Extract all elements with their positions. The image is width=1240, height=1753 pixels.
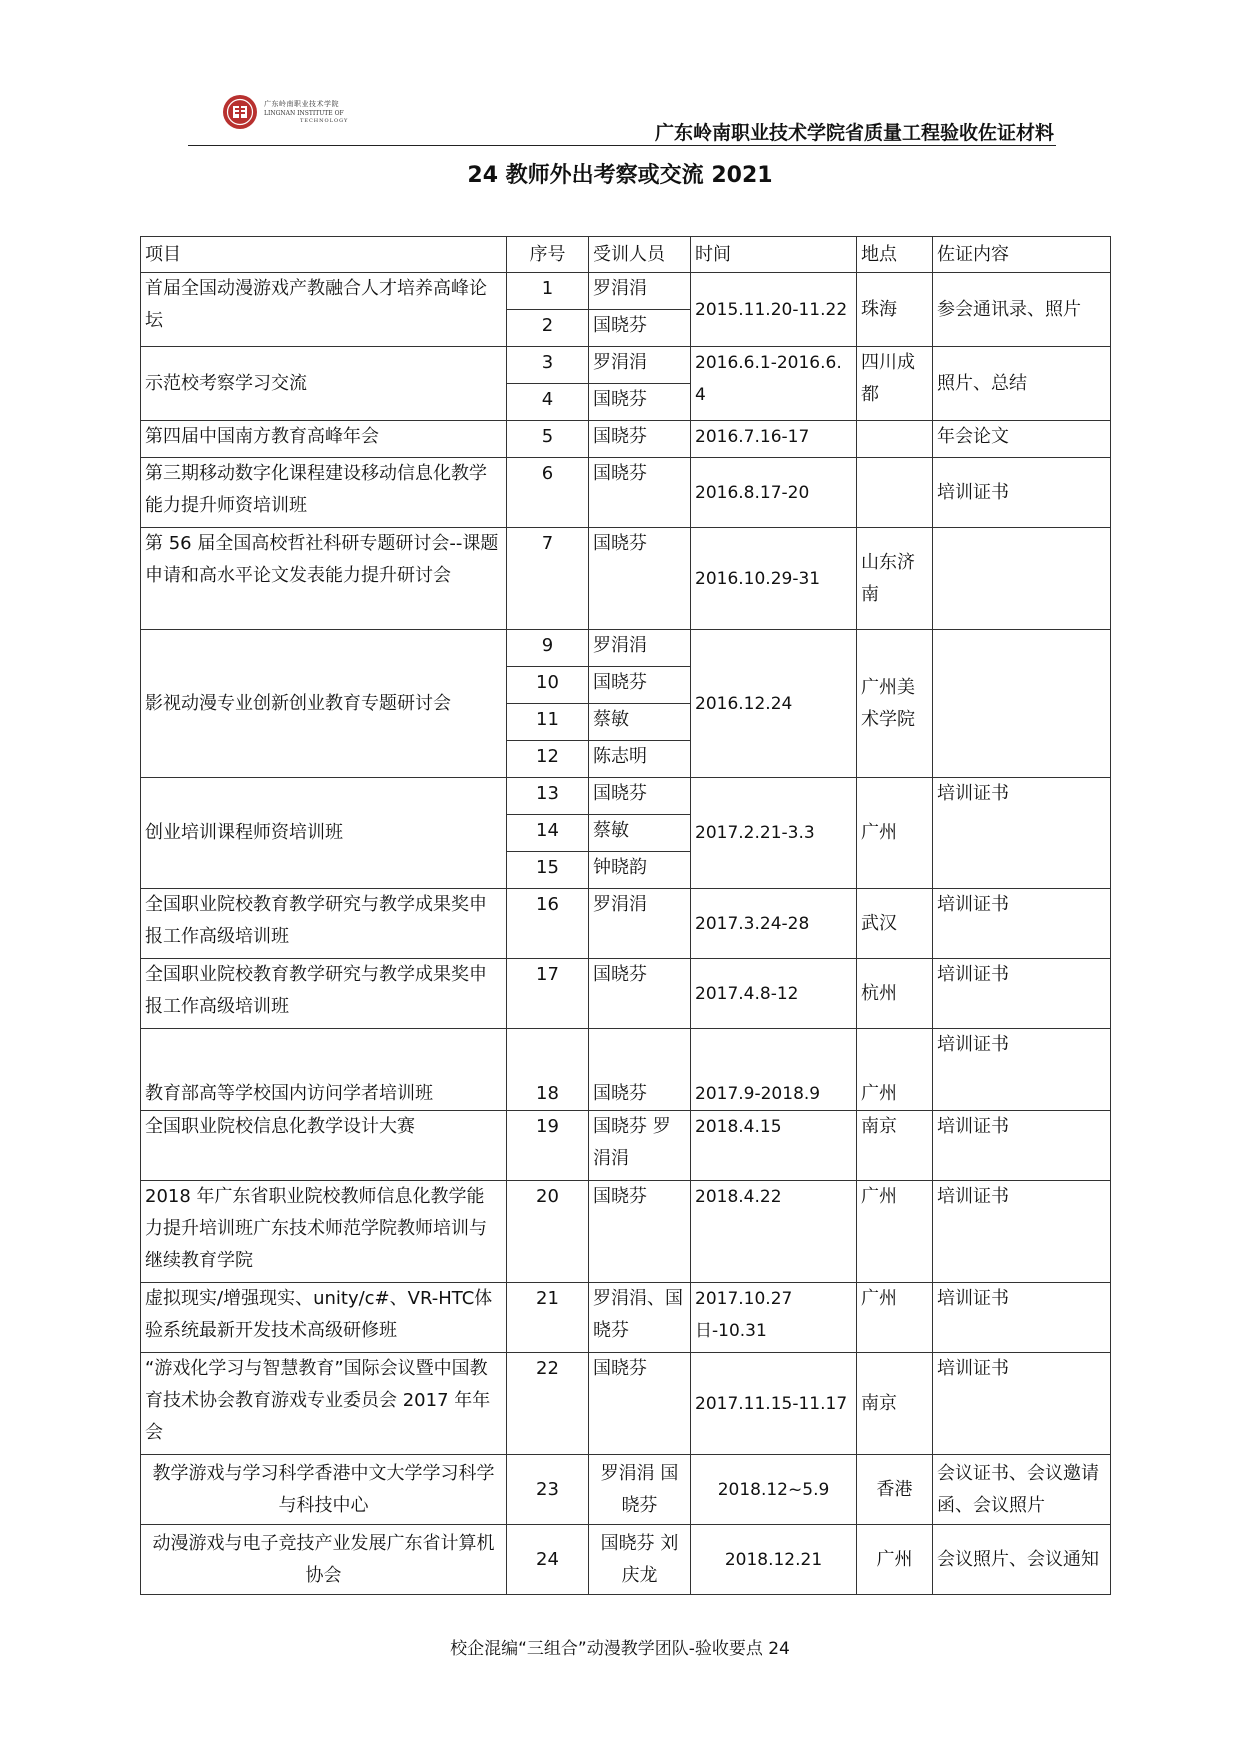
evidence-cell: 培训证书 <box>933 959 1111 1029</box>
evidence-cell: 年会论文 <box>933 421 1111 458</box>
place-cell: 广州美术学院 <box>857 630 933 778</box>
trainee-cell: 罗涓涓、国晓芬 <box>589 1283 691 1353</box>
trainee-cell: 国晓芬 <box>589 310 691 347</box>
logo-chinese-name: 广东岭南职业技术学院 <box>264 100 339 108</box>
no-cell: 13 <box>507 778 589 815</box>
time-cell: 2016.8.17-20 <box>691 458 857 528</box>
table-row <box>141 778 1111 815</box>
trainee-cell: 国晓芬 <box>589 667 691 704</box>
evidence-cell: 照片、总结 <box>933 347 1111 421</box>
time-cell: 2018.4.15 <box>691 1111 857 1181</box>
project-cell: 全国职业院校教育教学研究与教学成果奖申报工作高级培训班 <box>141 959 507 1029</box>
evidence-cell <box>933 528 1111 630</box>
project-cell: 示范校考察学习交流 <box>141 347 507 421</box>
time-cell: 2017.10.27 日-10.31 <box>691 1283 857 1353</box>
time-cell: 2017.9-2018.9 <box>691 1029 857 1111</box>
table-row <box>141 889 1111 959</box>
logo-english-name-line2: TECHNOLOGY <box>300 118 349 124</box>
time-cell: 2015.11.20-11.22 <box>691 273 857 347</box>
table-header-row <box>141 237 1111 273</box>
trainee-cell: 国晓芬 刘庆龙 <box>589 1525 691 1595</box>
no-cell: 23 <box>507 1455 589 1525</box>
time-cell: 2017.2.21-3.3 <box>691 778 857 889</box>
place-cell: 广州 <box>857 1283 933 1353</box>
project-cell: 虚拟现实/增强现实、unity/c#、VR-HTC体验系统最新开发技术高级研修班 <box>141 1283 507 1353</box>
place-cell: 四川成都 <box>857 347 933 421</box>
no-cell: 3 <box>507 347 589 384</box>
project-cell: 首届全国动漫游戏产教融合人才培养高峰论坛 <box>141 273 507 347</box>
no-cell: 14 <box>507 815 589 852</box>
evidence-cell: 会议照片、会议通知 <box>933 1525 1111 1595</box>
evidence-cell: 培训证书 <box>933 778 1111 889</box>
trainee-cell: 国晓芬 <box>589 528 691 630</box>
evidence-cell: 培训证书 <box>933 889 1111 959</box>
no-cell: 19 <box>507 1111 589 1181</box>
evidence-cell <box>933 630 1111 778</box>
no-cell: 21 <box>507 1283 589 1353</box>
place-cell: 广州 <box>857 778 933 889</box>
project-cell: 创业培训课程师资培训班 <box>141 778 507 889</box>
time-cell: 2018.4.22 <box>691 1181 857 1283</box>
time-cell: 2016.12.24 <box>691 630 857 778</box>
place-cell: 香港 <box>857 1455 933 1525</box>
no-cell: 5 <box>507 421 589 458</box>
place-cell: 山东济南 <box>857 528 933 630</box>
table-row <box>141 273 1111 310</box>
place-cell <box>857 421 933 458</box>
trainee-cell: 国晓芬 <box>589 778 691 815</box>
place-cell: 南京 <box>857 1353 933 1455</box>
table-row <box>141 1111 1111 1181</box>
time-cell: 2018.12.21 <box>691 1525 857 1595</box>
no-cell: 10 <box>507 667 589 704</box>
no-cell: 18 <box>507 1029 589 1111</box>
table-row <box>141 959 1111 1029</box>
no-cell: 2 <box>507 310 589 347</box>
table-row <box>141 347 1111 384</box>
trainee-cell: 国晓芬 <box>589 1181 691 1283</box>
time-cell: 2017.11.15-11.17 <box>691 1353 857 1455</box>
school-emblem-icon <box>222 94 258 130</box>
evidence-cell: 培训证书 <box>933 1283 1111 1353</box>
trainee-cell: 陈志明 <box>589 741 691 778</box>
table-row <box>141 1455 1111 1525</box>
header-time: 时间 <box>691 237 857 273</box>
trainee-cell: 蔡敏 <box>589 815 691 852</box>
project-cell: 全国职业院校教育教学研究与教学成果奖申报工作高级培训班 <box>141 889 507 959</box>
project-cell: 第三期移动数字化课程建设移动信息化教学能力提升师资培训班 <box>141 458 507 528</box>
time-cell: 2017.4.8-12 <box>691 959 857 1029</box>
header-title: 广东岭南职业技术学院省质量工程验收佐证材料 <box>654 122 1054 144</box>
header-evidence: 佐证内容 <box>933 237 1111 273</box>
place-cell <box>857 458 933 528</box>
project-cell: 教学游戏与学习科学香港中文大学学习科学与科技中心 <box>141 1455 507 1525</box>
project-cell: 教育部高等学校国内访问学者培训班 <box>141 1029 507 1111</box>
evidence-cell: 培训证书 <box>933 1111 1111 1181</box>
no-cell: 6 <box>507 458 589 528</box>
table-row <box>141 1525 1111 1595</box>
table-row <box>141 528 1111 630</box>
trainee-cell: 罗涓涓 <box>589 347 691 384</box>
table-row <box>141 1353 1111 1455</box>
place-cell: 广州 <box>857 1181 933 1283</box>
no-cell: 12 <box>507 741 589 778</box>
trainee-cell: 国晓芬 <box>589 421 691 458</box>
page-footer: 校企混编“三组合”动漫教学团队-验收要点 24 <box>450 1639 790 1659</box>
place-cell: 武汉 <box>857 889 933 959</box>
no-cell: 7 <box>507 528 589 630</box>
no-cell: 24 <box>507 1525 589 1595</box>
trainee-cell: 国晓芬 <box>589 384 691 421</box>
project-cell: 2018 年广东省职业院校教师信息化教学能力提升培训班广东技术师范学院教师培训与继续教育学院 <box>141 1181 507 1283</box>
table-row <box>141 1181 1111 1283</box>
header-trainee: 受训人员 <box>589 237 691 273</box>
time-cell: 2016.7.16-17 <box>691 421 857 458</box>
no-cell: 11 <box>507 704 589 741</box>
evidence-cell: 培训证书 <box>933 1029 1111 1111</box>
table-row <box>141 1029 1111 1111</box>
document-title: 24 教师外出考察或交流 2021 <box>467 163 773 188</box>
no-cell: 16 <box>507 889 589 959</box>
no-cell: 15 <box>507 852 589 889</box>
no-cell: 22 <box>507 1353 589 1455</box>
no-cell: 17 <box>507 959 589 1029</box>
time-cell: 2016.6.1-2016.6.4 <box>691 347 857 421</box>
project-cell: 动漫游戏与电子竞技产业发展广东省计算机协会 <box>141 1525 507 1595</box>
trainee-cell: 国晓芬 <box>589 959 691 1029</box>
no-cell: 9 <box>507 630 589 667</box>
evidence-cell: 培训证书 <box>933 1181 1111 1283</box>
place-cell: 珠海 <box>857 273 933 347</box>
header-no: 序号 <box>507 237 589 273</box>
trainee-cell: 蔡敏 <box>589 704 691 741</box>
place-cell: 南京 <box>857 1111 933 1181</box>
trainee-cell: 国晓芬 <box>589 1029 691 1111</box>
table-row <box>141 630 1111 667</box>
table-row <box>141 1283 1111 1353</box>
trainee-cell: 国晓芬 罗涓涓 <box>589 1111 691 1181</box>
trainee-cell: 国晓芬 <box>589 1353 691 1455</box>
no-cell: 20 <box>507 1181 589 1283</box>
evidence-cell: 参会通讯录、照片 <box>933 273 1111 347</box>
time-cell: 2018.12~5.9 <box>691 1455 857 1525</box>
project-cell: 影视动漫专业创新创业教育专题研讨会 <box>141 630 507 778</box>
project-cell: 第四届中国南方教育高峰年会 <box>141 421 507 458</box>
place-cell: 广州 <box>857 1029 933 1111</box>
trainee-cell: 罗涓涓 <box>589 630 691 667</box>
trainee-cell: 罗涓涓 国晓芬 <box>589 1455 691 1525</box>
evidence-cell: 培训证书 <box>933 1353 1111 1455</box>
evidence-cell: 培训证书 <box>933 458 1111 528</box>
project-cell: 第 56 届全国高校哲社科研专题研讨会--课题申请和高水平论文发表能力提升研讨会 <box>141 528 507 630</box>
exchange-table <box>140 236 1111 1595</box>
project-cell: 全国职业院校信息化教学设计大赛 <box>141 1111 507 1181</box>
evidence-cell: 会议证书、会议邀请函、会议照片 <box>933 1455 1111 1525</box>
trainee-cell: 罗涓涓 <box>589 273 691 310</box>
no-cell: 4 <box>507 384 589 421</box>
place-cell: 广州 <box>857 1525 933 1595</box>
no-cell: 1 <box>507 273 589 310</box>
table-row <box>141 458 1111 528</box>
school-logo <box>222 94 362 134</box>
time-cell: 2017.3.24-28 <box>691 889 857 959</box>
header-divider <box>188 145 1056 146</box>
trainee-cell: 钟晓韵 <box>589 852 691 889</box>
trainee-cell: 国晓芬 <box>589 458 691 528</box>
logo-english-name: LINGNAN INSTITUTE OF <box>264 110 344 117</box>
place-cell: 杭州 <box>857 959 933 1029</box>
trainee-cell: 罗涓涓 <box>589 889 691 959</box>
table-row <box>141 421 1111 458</box>
time-cell: 2016.10.29-31 <box>691 528 857 630</box>
project-cell: “游戏化学习与智慧教育”国际会议暨中国教育技术协会教育游戏专业委员会 2017 年年会 <box>141 1353 507 1455</box>
header-place: 地点 <box>857 237 933 273</box>
header-project: 项目 <box>141 237 507 273</box>
